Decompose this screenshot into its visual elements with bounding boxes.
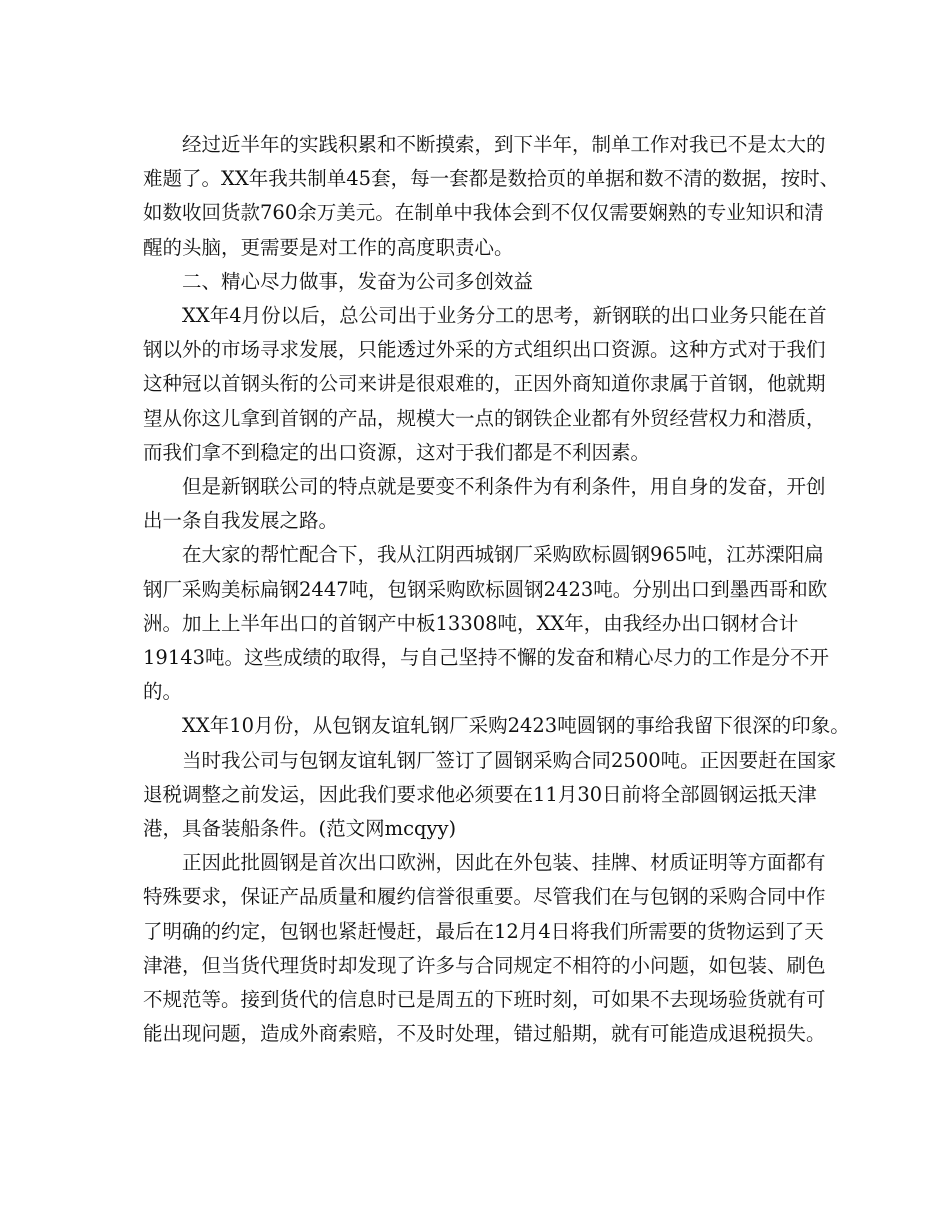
text-line: 这种冠以首钢头衔的公司来讲是很艰难的，正因外商知道你隶属于首钢，他就期 — [143, 372, 826, 396]
text-line: XX年10月份，从包钢友谊轧钢厂采购2423吨圆钢的事给我留下很深的印象。 — [182, 714, 850, 738]
text-line: 而我们拿不到稳定的出口资源，这对于我们都是不利因素。 — [143, 440, 651, 464]
text-line: 钢以外的市场寻求发展，只能透过外采的方式组织出口资源。这种方式对于我们 — [143, 338, 826, 362]
text-line: 能出现问题，造成外商索赔，不及时处理，错过船期，就有可能造成退税损失。 — [143, 1022, 826, 1046]
text-line: 了明确的约定，包钢也紧赶慢赶，最后在12月4日将我们所需要的货物运到了天 — [143, 919, 824, 943]
paragraph — [143, 299, 827, 470]
document-body — [143, 128, 850, 1051]
text-line: 醒的头脑，更需要是对工作的高度职责心。 — [143, 235, 514, 259]
text-line: 特殊要求，保证产品质量和履约信誉很重要。尽管我们在与包钢的采购合同中作 — [143, 885, 826, 909]
text-line: 津港，但当货代理货时却发现了许多与合同规定不相符的小问题，如包装、刷色 — [143, 953, 826, 977]
text-line: 当时我公司与包钢友谊轧钢厂签订了圆钢采购合同2500吨。正因要赶在国家 — [182, 748, 837, 772]
text-line: 洲。加上上半年出口的首钢产中板13308吨，XX年，由我经办出口钢材合计 — [143, 611, 799, 635]
paragraph — [143, 538, 830, 709]
paragraph — [143, 470, 826, 538]
text-line: 退税调整之前发运，因此我们要求他必须要在11月30日前将全部圆钢运抵天津 — [143, 782, 817, 806]
paragraph — [143, 128, 840, 265]
text-line: 出一条自我发展之路。 — [143, 509, 339, 533]
paragraph — [143, 709, 850, 743]
text-line: 钢厂采购美标扁钢2447吨，包钢采购欧标圆钢2423吨。分别出口到墨西哥和欧 — [143, 577, 828, 601]
text-line: 望从你这儿拿到首钢的产品，规模大一点的钢铁企业都有外贸经营权力和潜质， — [143, 406, 826, 430]
section-heading — [143, 265, 803, 299]
text-line: 如数收回货款760余万美元。在制单中我体会到不仅仅需要娴熟的专业知识和清 — [143, 201, 824, 225]
text-line: 港，具备装船条件。(范文网mcqyy) — [143, 817, 457, 841]
text-line: 难题了。XX年我共制单45套，每一套都是数拾页的单据和数不清的数据，按时、 — [143, 167, 840, 191]
text-line: 19143吨。这些成绩的取得，与自己坚持不懈的发奋和精心尽力的工作是分不开 — [143, 646, 830, 670]
text-line: 但是新钢联公司的特点就是要变不利条件为有利条件，用自身的发奋，开创 — [182, 475, 826, 499]
text-line: 正因此批圆钢是首次出口欧洲，因此在外包装、挂牌、材质证明等方面都有 — [182, 851, 826, 875]
text-line: 不规范等。接到货代的信息时已是周五的下班时刻，可如果不去现场验货就有可 — [143, 988, 826, 1012]
heading-line: 二、精心尽力做事，发奋为公司多创效益 — [182, 269, 534, 293]
text-line: 在大家的帮忙配合下，我从江阴西城钢厂采购欧标圆钢965吨，江苏溧阳扁 — [182, 543, 824, 567]
paragraph — [143, 744, 837, 847]
text-line: 的。 — [143, 680, 183, 704]
text-line: 经过近半年的实践积累和不断摸索，到下半年，制单工作对我已不是太大的 — [182, 133, 826, 156]
text-line: XX年4月份以后，总公司出于业务分工的思考，新钢联的出口业务只能在首 — [182, 304, 827, 328]
paragraph — [143, 846, 826, 1051]
